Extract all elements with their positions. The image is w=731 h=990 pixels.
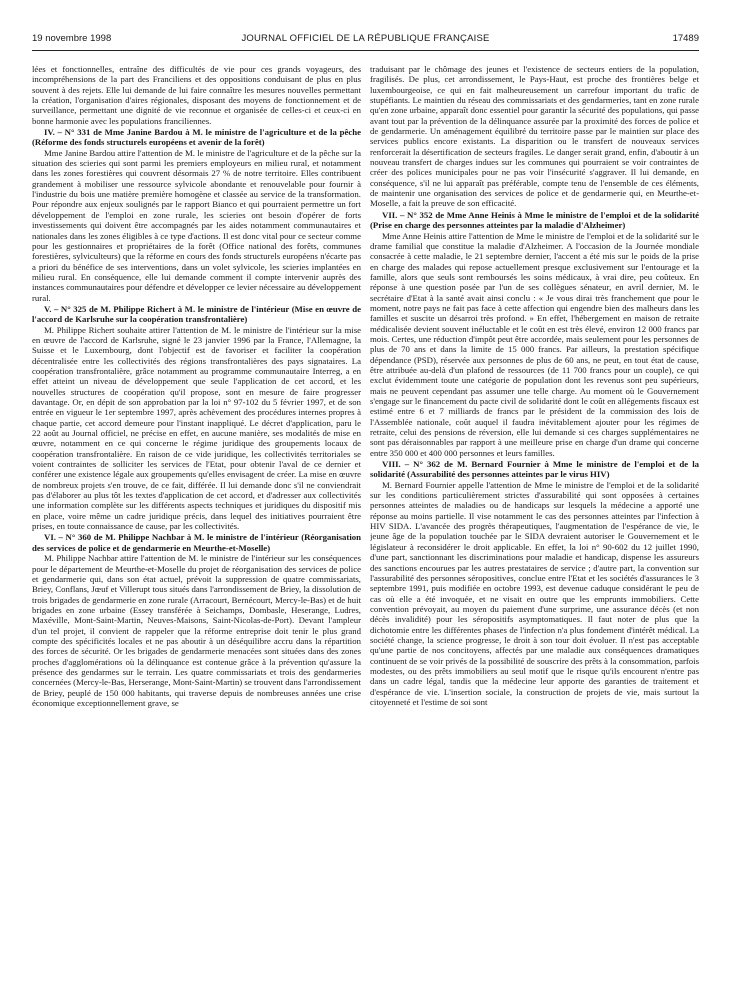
page-header [32, 33, 699, 47]
continued-paragraph: lées et fonctionnelles, entraîne des difficultés de vie pour ces grands voyageurs, des incompréhensions de la part des Franciliens et des oppositions conduisant de plus en plus souvent à des rejets. Elle lui demande de lui faire connaître les mesures nouvelles permettant la création, l'organisation d'aires régionales, disposant des moyens de fonctionnement et de surveillance, permettant une dignité de vie reconnue et organisée de celles-ci et ceux-ci en bonne harmonie avec les populations franciliennes. [32, 64, 361, 126]
question-352-body: Mme Anne Heinis attire l'attention de Mme le ministre de l'emploi et de la solidarité sur le drame familial que constitue la maladie d'Alzheimer. A l'occasion de la Journée mondiale consacrée à cette maladie, le 21 septembre dernier, l'accent a été mis sur le poids de la prise en charge des malades qui repose actuellement presque exclusivement sur l'entourage et la famille, alors que seuls sont remboursés les soins médicaux, à vrai dire, peu coûteux. En réponse à une question posée par l'un de ses collègues sénateur, en avril dernier, M. le secrétaire d'Etat à la santé avait ainsi conclu : « Je vous dirai très franchement que pour le moment, notre pays ne fait pas face à cette affection qui engendre bien des malheurs dans les familles et suscite un désarroi très profond. » En effet, l'hébergement en maison de retraite médicalisée devient souvent inéluctable et le coût en est très élevé, environ 12 000 francs par mois. Certes, une réduction d'impôt peut être accordée, mais seulement pour les personnes de plus de 70 ans et dans la limite de 15 000 francs. Par ailleurs, la prestation spécifique dépendance (PSD), réservée aux personnes de plus de 60 ans, ne peut, en tout état de cause, être attribuée au-delà d'un plafond de ressources (de 11 700 francs pour un couple), ce qui exclut évidemment toute une catégorie de population dont les revenus sont peu supérieurs, mais ne peuvent cependant pas assumer une telle charge. Au moment où le Gouvernement s'engage sur le financement du pacte civil de solidarité dont le coût en allégements fiscaux est estimé entre 6 et 7 milliards de francs par le président de la commission des lois de l'Assemblée nationale, coût auquel il faudra inévitablement ajouter pour les régimes de retraite, celui des pensions de réversion, elle lui demande si ces charges supplémentaires ne sont pas déraisonnables par rapport à une meilleure prise en charge d'un drame qui concerne entre 350 000 et 400 000 personnes et leurs familles. [370, 230, 699, 458]
question-360-heading: VI. – N° 360 de M. Philippe Nachbar à M. le ministre de l'intérieur (Réorganisation des services de police et de gendarmerie en Meurthe-et-Moselle) [32, 532, 361, 553]
header-date: 19 novembre 1998 [32, 33, 112, 44]
question-331-body: Mme Janine Bardou attire l'attention de M. le ministre de l'agriculture et de la pêche sur la situation des scieries qui sont parmi les premiers employeurs en milieu rural, et notamment dans les zones forestières qui couvrent désormais 27 % de notre territoire. Elles contribuent grandement à mobiliser une ressource sylvicole abondante et renouvelable pour fournir à l'industrie du bois une matière première homogène et classée au service de la transformation. Pour répondre aux enjeux soulignés par le rapport Bianco et qui pourraient permettre un fort développement de l'emploi en zone rurale, les scieries ont besoin d'opérer de forts investissements qui doivent être accompagnés par les aides notamment communautaires et nationales dans les zones éligibles à ce type d'actions. Il est donc vital pour ce secteur comme pour les gestionnaires et propriétaires de la forêt (Office national des forêts, communes forestières, sylviculteurs) que la réforme en cours des fonds structurels européens n'écarte pas a priori du bénéfice de ses interventions, dans un volet sylvicole, les scieries implantées en milieu rural. En conséquence, elle lui demande comment il compte intervenir auprès des instances communautaires pour défendre et développer ce levier nécessaire au développement rural. [32, 147, 361, 303]
question-362-body: M. Bernard Fournier appelle l'attention de Mme le ministre de l'emploi et de la solidarité sur les conditions particulièrement strictes d'assurabilité qui sont opposées à certaines personnes atteintes de maladies ou de handicaps sur lesquels la médecine a apporté une réponse au moins partielle. Il vise notamment le cas des personnes atteintes par l'infection à HIV SIDA. L'avancée des progrès thérapeutiques, l'augmentation de l'espérance de vie, le jeune âge de la population touchée par le SIDA devraient autoriser le Gouvernement et le législateur à reconsidérer le droit applicable. En effet, la loi n° 90-602 du 12 juillet 1990, d'une part, sanctionnant les discriminations pour maladie et handicap, dispense les assureurs des sanctions encourues par les autres prestataires de service ; d'autre part, la convention sur l'assurabilité des personnes séropositives, conclue entre l'Etat et les sociétés d'assurances le 3 septembre 1991, puis modifiée en octobre 1993, est devenue caduque considérant le peu de cas où elle a été invoquée, et ne visait en outre que les emprunts immobiliers. Cette convention prévoyait, au moyen du paiement d'une surprime, une assurance décès (et non décès invalidité) pour les séropositifs asymptomatiques. Il faut noter de plus que la dichotomie entre les différentes phases de l'infection n'a plus fondement d'intérêt médical. La société change, la science progresse, le droit à son tour doit évoluer. Il n'est pas acceptable qu'une partie de nos concitoyens, affectés par une maladie aux conséquences dramatiques continuent de se voir privés de la possibilité de souscrire des prêts à la consommation, parfois modestes, ou des prêts immobiliers au seul motif que le risque qu'ils encourent n'entre pas dans un cadre légal, tandis que la médecine leur apporte des garanties de traitement et d'espérance de vie. L'insertion sociale, la construction de projets de vie, mais surtout la citoyenneté et l'estime de soi sont [370, 479, 699, 707]
question-360-continuation: traduisant par le chômage des jeunes et l'existence de secteurs entiers de la population, fragilisés. De plus, cet arrondissement, le Pays-Haut, est proche des frontières belge et luxembourgeoise, ce qui en fait malheureusement un carrefour important du trafic de stupéfiants. Le maintien du réseau des commissariats et des gendarmeries, tant en zone rurale qu'en zone urbaine, apparaît donc essentiel pour garantir la sécurité des populations, qui passe avant tout par la prévention de la délinquance assurée par la proximité des forces de police et de gendarmerie. Un aménagement équilibré du territoire passe par le maintien sur place des services publics encore existants. La disparition ou le transfert de nouveaux services renforcerait la désertification de secteurs fragiles. Le danger serait grand, enfin, d'aboutir à un nouveau transfert de charges indues sur les communes qui pourraient se voir contraintes de créer des polices municipales pour ne pas voir l'insécurité s'aggraver. Il lui demande, en conséquence, s'il ne lui apparaît pas préférable, compte tenu de l'ensemble de ces éléments, de maintenir une organisation des services de police et de gendarmerie qui, en Meurthe-et-Moselle, a fait la preuve de son efficacité. [370, 64, 699, 209]
question-325-body: M. Philippe Richert souhaite attirer l'attention de M. le ministre de l'intérieur sur la mise en œuvre de l'accord de Karlsruhe, signé le 23 janvier 1996 par la France, l'Allemagne, la Suisse et le Luxembourg, dont l'objectif est de favoriser et faciliter la coopération décentralisée entre les collectivités des régions transfrontalières des pays signataires. La coopération transfrontalière, grâce notamment au programme communautaire Interreg, a en effet atteint un niveau de développement que seule l'application de cet accord, et les nouvelles structures de coopération qu'il propose, sont en mesure de faire progresser davantage. Or, en dépit de son approbation par la loi n° 97-102 du 5 février 1997, et de son entrée en vigueur le 1er septembre 1997, après achèvement des procédures internes propres à chaque partie, cet accord demeure pour l'instant inappliqué. Le décret d'application, paru le 22 août au Journal officiel, ne précise en effet, en aucune manière, ses modalités de mise en œuvre, notamment en ce qui concerne le régime juridique des groupements locaux de coopération transfrontalière. En raison de ce vide juridique, les collectivités territoriales se voient contraintes de solliciter les services de l'Etat, pour obtenir l'aval de ce dernier et conférer une existence légale aux groupements qu'elles envisagent de créer. La mise en œuvre de nombreux projets s'en trouve, de ce fait, différée. Il lui demande donc s'il ne conviendrait pas d'élaborer au plus tôt les textes d'application de cet accord, et d'adresser aux collectivités une information complète sur les différents aspects techniques et juridiques du dispositif mis en place, voire même un cadre juridique précis, dans lequel des initiatives pourraient être prises, en toute connaissance de cause, par les collectivités. [32, 324, 361, 532]
question-352-heading: VII. – N° 352 de Mme Anne Heinis à Mme le ministre de l'emploi et de la solidarité (Prise en charge des personnes atteintes par la maladie d'Alzheimer) [370, 209, 699, 231]
right-column [370, 64, 699, 984]
question-331-heading: IV. – N° 331 de Mme Janine Bardou à M. le ministre de l'agriculture et de la pêche (Réforme des fonds structurels européens et avenir de la forêt) [32, 127, 361, 148]
question-325-heading: V. – N° 325 de M. Philippe Richert à M. le ministre de l'intérieur (Mise en œuvre de l'accord de Karlsruhe sur la coopération transfrontalière) [32, 303, 361, 325]
header-rule [32, 50, 699, 51]
header-page-number: 17489 [672, 33, 699, 44]
left-column [32, 64, 361, 984]
header-journal-title: JOURNAL OFFICIEL DE LA RÉPUBLIQUE FRANÇAISE [241, 33, 490, 44]
question-362-heading: VIII. – N° 362 de M. Bernard Fournier à Mme le ministre de l'emploi et de la solidarité (Assurabilité des personnes atteintes par le virus HIV) [370, 459, 699, 480]
question-360-body: M. Philippe Nachbar attire l'attention de M. le ministre de l'intérieur sur les conséquences pour le département de Meurthe-et-Moselle du projet de réorganisation des services de police et gendarmerie qui, dans son état actuel, prévoit la suppression de quatre commissariats, Briey, Conflans, Jœuf et Villerupt tous situés dans l'arrondissement de Briey, la dissolution de trois brigades de gendarmerie en zone rurale (Arracourt, Bernécourt, Mercy-le-Bas) et de huit brigades en zone urbaine (Essey transférée à Seichamps, Dombasle, Heserange, Ludres, Maxéville, Mont-Saint-Martin, Neuves-Maisons, Saint-Nicolas-de-Port). Devant l'ampleur d'un tel projet, il convient de rappeler que la réforme entreprise doit tenir le plus grand compte des spécificités locales et ne pas aboutir à un déséquilibre accru dans la répartition des forces de sécurité. Or les brigades de gendarmerie menacées sont situées dans des zones proches d'agglomérations où la délinquance est contenue grâce à la prévention qu'assure la présence des gendarmes sur le terrain. Les quatre commissariats et trois des gendarmeries concernées (Mercy-le-Bas, Herserange, Mont-Saint-Martin) se trouvent dans l'arrondissement de Briey, peuplé de 150 000 habitants, qui traverse depuis de nombreuses années une crise économique exceptionnellement grave, se [32, 553, 361, 708]
